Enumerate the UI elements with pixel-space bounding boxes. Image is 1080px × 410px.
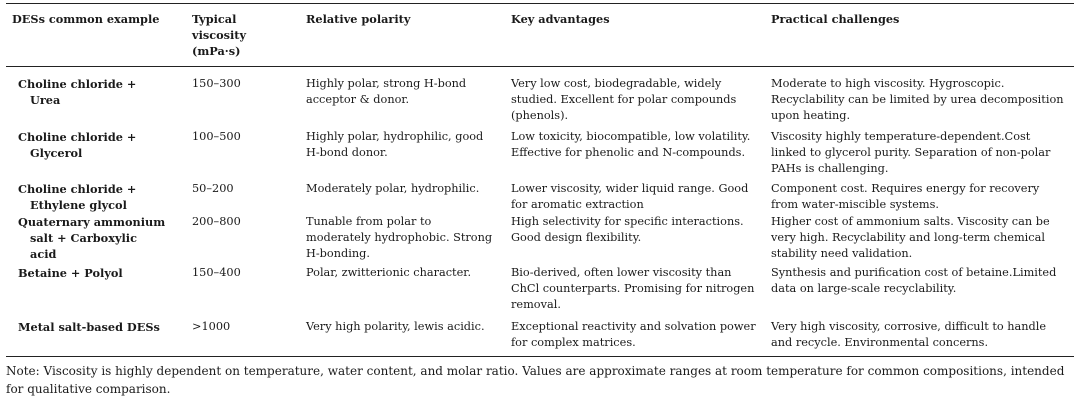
row-name-line: Quaternary ammonium [18, 214, 166, 229]
table-row [6, 319, 1074, 357]
row-advantages: Very low cost, biodegradable, widely studied. Excellent for polar compounds (phenols). [511, 77, 737, 122]
row-advantages: Exceptional reactivity and solvation power for complex matrices. [511, 319, 756, 349]
row-name-line: Choline chloride + [18, 181, 137, 196]
header-advantages: Key advantages [511, 12, 610, 26]
row-name-line: salt + Carboxylic [30, 230, 137, 245]
row-challenges: Moderate to high viscosity. Hygroscopic. Recyclability can be limited by urea decomposition upon heating. [771, 77, 1064, 122]
table-row [6, 265, 1074, 319]
row-name-line: Betaine + Polyol [18, 265, 123, 280]
row-viscosity: 150–300 [192, 77, 241, 90]
row-name-line: Choline chloride + [18, 129, 137, 144]
header-example: DESs common example [12, 12, 160, 26]
table-row [6, 67, 1074, 129]
row-polarity: Highly polar, strong H-bond acceptor & donor. [306, 77, 467, 106]
row-name-line: acid [30, 246, 57, 261]
table-row [6, 214, 1074, 265]
row-name [6, 129, 186, 181]
header-row [6, 4, 1074, 67]
header-viscosity: Typical viscosity (mPa·s) [192, 12, 247, 58]
header-polarity: Relative polarity [306, 12, 411, 26]
row-polarity: Moderately polar, hydrophilic. [306, 181, 480, 195]
row-name-line: Glycerol [30, 145, 83, 160]
row-challenges: Higher cost of ammonium salts. Viscosity can be very high. Recyclability and long-term chemical stability need validation. [771, 214, 1050, 260]
row-challenges: Viscosity highly temperature-dependent.Cost linked to glycerol purity. Separation of non-polar PAHs is challenging. [771, 129, 1051, 175]
row-advantages: Lower viscosity, wider liquid range. Good for aromatic extraction [511, 181, 749, 211]
row-name-line: Ethylene glycol [30, 197, 127, 212]
table-header [6, 4, 1074, 67]
row-viscosity: >1000 [192, 319, 231, 333]
row-polarity: Very high polarity, lewis acidic. [306, 319, 485, 333]
row-viscosity: 50–200 [192, 181, 234, 195]
row-name-line: Urea [30, 93, 61, 107]
row-polarity: Polar, zwitterionic character. [306, 265, 472, 279]
row-advantages: High selectivity for specific interactions. Good design flexibility. [511, 214, 744, 244]
row-challenges: Component cost. Requires energy for recovery from water-miscible systems. [771, 181, 1040, 211]
table-row [6, 129, 1074, 181]
row-advantages: Low toxicity, biocompatible, low volatility. Effective for phenolic and N-compounds. [511, 129, 751, 159]
row-challenges: Very high viscosity, corrosive, difficult to handle and recycle. Environmental concerns. [771, 319, 1047, 349]
row-name-line: Choline chloride + [18, 77, 137, 91]
table-body [6, 67, 1074, 357]
header-challenges: Practical challenges [771, 12, 900, 26]
row-name [6, 265, 186, 319]
row-viscosity: 200–800 [192, 214, 241, 228]
des-comparison-table [6, 3, 1074, 357]
row-viscosity: 100–500 [192, 129, 241, 143]
row-advantages: Bio-derived, often lower viscosity than ChCl counterparts. Promising for nitrogen removal. [511, 265, 755, 311]
row-name-line: Metal salt-based DESs [18, 319, 160, 334]
table-row [6, 181, 1074, 214]
row-name [6, 67, 186, 129]
row-viscosity: 150–400 [192, 265, 241, 279]
table-note: Note: Viscosity is highly dependent on temperature, water content, and molar ratio. Values are approximate ranges at room temperature for common compositions, intended for qualitative comparison. [6, 364, 1065, 396]
row-name [6, 181, 186, 214]
row-polarity: Highly polar, hydrophilic, good H-bond donor. [306, 129, 484, 159]
row-name [6, 214, 186, 265]
row-challenges: Synthesis and purification cost of betaine.Limited data on large-scale recyclability. [771, 265, 1057, 295]
row-polarity: Tunable from polar to moderately hydrophobic. Strong H-bonding. [306, 214, 493, 260]
row-name [6, 319, 186, 357]
